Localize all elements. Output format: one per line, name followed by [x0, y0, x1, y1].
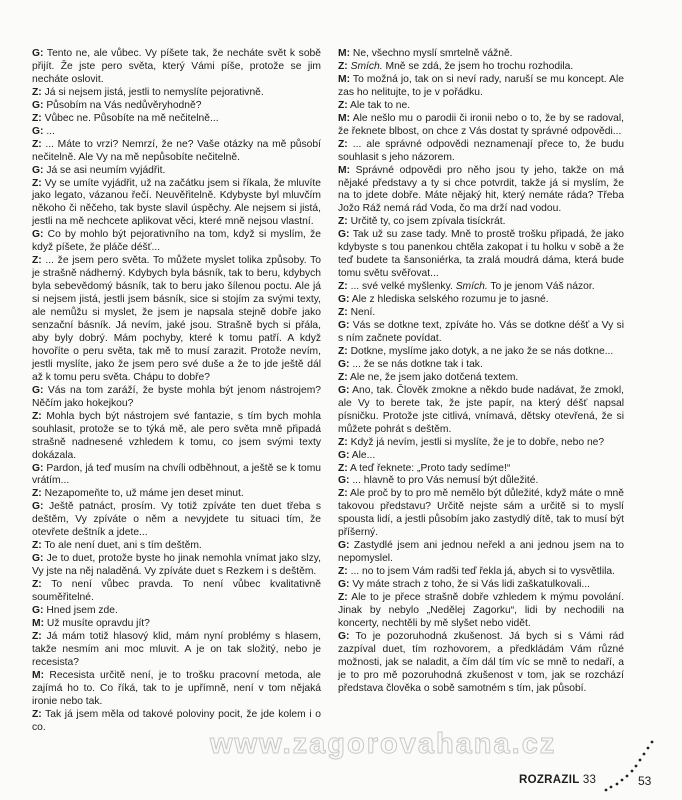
- dialogue-text: Když já nevím, jestli si myslíte, že je to dobře, nebo ne?: [347, 436, 605, 448]
- dialogue-paragraph: [338, 631, 624, 696]
- speaker-label: G:: [32, 99, 44, 111]
- dialogue-paragraph: [338, 320, 624, 346]
- dialogue-paragraph: [338, 579, 624, 592]
- watermark: www.zagorovahana.cz: [210, 728, 557, 760]
- speaker-label: Z:: [338, 436, 348, 448]
- dialogue-text: Vy se umíte vyjádřit, už na začátku jsem si říkala, že mluvíte jako legato, vázanou řečí. Neuvěřitelně. Kdybyste byl mluvčím někoho či něčeho, tak byste slavil úspěchy. Ale nejsem si jistá, jestli na mě nechcete aplikovat věci, které mně nejsou vlastní.: [32, 177, 321, 228]
- dialogue-text: Ale nešlo mu o parodii či ironii nebo o to, že by se radoval, že řeknete blbost, on chce z Vás dostat ty správné odpovědi...: [338, 112, 624, 137]
- dialogue-text: Ale proč by to pro mě nemělo být důležité, když máte o mně takovou představu? Určitě nejste sám a určitě si to myslí spousta lidí, a jestli působím jako zastydlý dítě, tak to musí být příšerný.: [338, 488, 624, 539]
- dialogue-text: Je to duet, protože byste ho jinak nemohla vnímat jako slzy, Vy jste na něj naladěná. Vy zpíváte duet s Rezkem i s deštěm.: [32, 553, 321, 578]
- dialogue-text: Vůbec ne. Působíte na mě nečitelně...: [41, 112, 219, 124]
- speaker-label: G:: [338, 540, 350, 552]
- dialogue-text: Ale to je přece strašně dobře vzhledem k mýmu povolání. Jinak by nebylo „Nedělej Zagorku“, lidi by nechodili na koncerty, nechtěli by mě slyšet nebo vidět.: [338, 592, 624, 629]
- speaker-label: G:: [32, 229, 44, 241]
- speaker-label: G:: [338, 294, 350, 306]
- speaker-label: G:: [338, 579, 350, 591]
- speaker-label: Z:: [338, 281, 348, 293]
- speaker-label: G:: [32, 164, 44, 176]
- dialogue-paragraph: [338, 100, 624, 113]
- dialogue-paragraph: [338, 592, 624, 631]
- speaker-label: Z:: [338, 488, 348, 500]
- dialogue-text: Ne, všechno myslí smrtelně vážně.: [350, 48, 513, 59]
- speaker-label: G:: [338, 475, 350, 487]
- speaker-label: M:: [32, 669, 45, 681]
- dialogue-paragraph: [338, 216, 624, 229]
- dialogue-text: Správné odpovědi pro něho jsou ty jeho, takže on má nějaké představy a ty si chce potvrdit, takže já si myslím, že na to jdete dobře. Máte nějaký hit, který nemáte ráda? Třeba Jožo Ráž nemá rád Voda, čo ma drží nad vodou.: [338, 164, 624, 215]
- speaker-label: M:: [338, 73, 351, 85]
- dialogue-paragraph: [338, 74, 624, 100]
- dialogue-text: Vy máte strach z toho, že si Vás lidi zaškatulkovali...: [349, 579, 591, 591]
- page-footer: [0, 774, 682, 794]
- dialogue-paragraph: [32, 48, 321, 87]
- dialogue-paragraph: [32, 618, 321, 631]
- dialogue-paragraph: [338, 139, 624, 165]
- speaker-label: G:: [32, 125, 44, 137]
- dialogue-text: Ale tak to ne.: [347, 99, 411, 111]
- dialogue-text: Určitě ty, co jsem zpívala tisíckrát.: [347, 216, 506, 228]
- dialogue-paragraph: [338, 540, 624, 566]
- speaker-label: Z:: [338, 307, 348, 319]
- speaker-label: Z:: [32, 177, 42, 189]
- dialogue-text: To možná jo, tak on si neví rady, naruší se mu koncept. Ale zas ho nelitujte, to je v pořádku.: [338, 73, 624, 98]
- speaker-label: G:: [338, 449, 350, 461]
- speaker-label: Z:: [32, 540, 42, 552]
- issue-number: 33: [582, 774, 597, 786]
- speaker-label: Z:: [32, 86, 42, 98]
- dialogue-paragraph: [338, 488, 624, 540]
- speaker-label: M:: [338, 112, 351, 124]
- speaker-label: Z:: [32, 708, 42, 720]
- text-column-left: [32, 48, 321, 735]
- dialogue-text: Ano, tak. Člověk zmokne a někdo bude nadávat, že zmokl, ale Vy to berete tak, že jste papír, na který déšť napsal písničku. Protože jste citlivá, vnímavá, dětsky otevřená, že si můžete pohrát s deštěm.: [338, 384, 624, 435]
- dialogue-text: Smích. Mně se zdá, že jsem ho trochu rozhodila.: [350, 60, 574, 72]
- dialogue-text: Ještě patnáct, prosím. Vy totiž zpíváte ten duet třeba s deštěm, Vy zpíváte o něm a nevyjdete tu situaci tím, že otevřete deštník a jdete...: [32, 501, 321, 539]
- speaker-label: G:: [32, 604, 44, 616]
- text-column-right: [338, 48, 624, 696]
- speaker-label: G:: [338, 358, 350, 370]
- dialogue-text: Nezapomeňte to, už máme jen deset minut.: [41, 488, 244, 500]
- dialogue-paragraph: [338, 165, 624, 217]
- speaker-label: G:: [338, 320, 350, 332]
- dialogue-paragraph: [338, 281, 624, 294]
- dialogue-text: Není.: [347, 307, 376, 319]
- speaker-label: M:: [338, 164, 351, 176]
- speaker-label: G:: [32, 48, 44, 59]
- speaker-label: Z:: [32, 630, 42, 642]
- dialogue-paragraph: [32, 670, 321, 709]
- speaker-label: Z:: [338, 462, 348, 474]
- dialogue-text: Hned jsem zde.: [43, 604, 118, 616]
- dialogue-paragraph: [338, 475, 624, 488]
- dialogue-paragraph: [32, 605, 321, 618]
- speaker-label: M:: [32, 617, 45, 629]
- speaker-label: Z:: [338, 592, 348, 604]
- dialogue-paragraph: [338, 372, 624, 385]
- dialogue-text: ... no to jsem Vám radši teď řekla já, abych si to vysvětlila.: [347, 566, 616, 578]
- speaker-label: Z:: [338, 371, 348, 383]
- dialogue-paragraph: [338, 385, 624, 437]
- speaker-label: Z:: [338, 216, 348, 228]
- dialogue-paragraph: [338, 61, 624, 74]
- speaker-label: G:: [338, 384, 350, 396]
- dialogue-text: ... Máte to vrzi? Nemrzí, že ne? Vaše otázky na mě působí nečitelně. Ale Vy na mě nepůsobíte nečitelně.: [32, 138, 321, 163]
- dialogue-paragraph: [32, 411, 321, 463]
- speaker-label: G:: [32, 462, 44, 474]
- dialogue-paragraph: [32, 113, 321, 126]
- dialogue-paragraph: [32, 165, 321, 178]
- dialogue-paragraph: [32, 178, 321, 230]
- dialogue-text: To není vůbec pravda. To není vůbec kvalitativně souměřitelné.: [32, 579, 321, 604]
- dialogue-paragraph: [32, 100, 321, 113]
- dialogue-paragraph: [32, 540, 321, 553]
- speaker-label: Z:: [32, 410, 42, 422]
- dialogue-paragraph: [338, 566, 624, 579]
- dialogue-text: Tak já jsem měla od takové poloviny pocit, že jde kolem i o co.: [32, 708, 321, 733]
- dialogue-text: Ale ne, že jsem jako dotčená textem.: [347, 371, 519, 383]
- stage-direction: Smích.: [350, 60, 383, 72]
- dialogue-text: Já mám totiž hlasový klid, mám nyní problémy s hlasem, takže nesmím ani moc mluvit. A je on tak složitý, nebo je recesista?: [32, 630, 321, 668]
- speaker-label: Z:: [338, 60, 348, 72]
- dialogue-text: Pardon, já teď musím na chvíli odběhnout, a ještě se k tomu vrátím...: [32, 462, 321, 487]
- dialogue-text: Mohla bych být nástrojem své fantazie, s tím bych mohla souhlasit, protože se to týká mě, ale pero světa mně připadá strašně nadnesené vzhledem k tomu, co jsem svými texty dokázala.: [32, 410, 321, 461]
- page-number: 53: [638, 774, 652, 788]
- dialogue-text: Působím na Vás nedůvěryhodně?: [43, 99, 202, 111]
- dialogue-text: Recesista určitě není, je to trošku pracovní metoda, ale zajímá ho to. Co říká, tak to je upřímně, není v tom nějaká ironie nebo tak.: [32, 669, 321, 707]
- stage-direction: Smích.: [455, 281, 488, 293]
- dialogue-paragraph: [338, 450, 624, 463]
- dialogue-text: Já si nejsem jistá, jestli to nemyslíte pejorativně.: [41, 86, 264, 98]
- speaker-label: G:: [338, 229, 350, 241]
- dialogue-paragraph: [338, 463, 624, 476]
- dialogue-paragraph: [338, 346, 624, 359]
- dialogue-text: Vás na tom zaráží, že byste mohla být jenom nástrojem? Něčím jako hokejkou?: [32, 384, 321, 409]
- dialogue-text: Dotkne, myslíme jako dotyk, a ne jako že se nás dotkne...: [347, 345, 614, 357]
- speaker-label: M:: [338, 48, 351, 59]
- dialogue-paragraph: [32, 229, 321, 255]
- dialogue-text: Co by mohlo být pejorativního na tom, když si myslím, že když píšete, že pláče déšť...: [32, 229, 321, 254]
- dialogue-text: To je pozoruhodná zkušenost. Já bych si s Vámi rád zazpíval duet, tím rozhovorem, a předkládám Vám různé možnosti, jak se naladit, a čím dál tím víc se mně to nedaří, a je to pro mě pozoruhodná zkušenost v tom, jak se rozchází představa člověka o sobě samotném s tím, jak působí.: [338, 630, 624, 694]
- dialogue-text: ... ale správné odpovědi neznamenají přece to, že budu souhlasit s jeho názorem.: [338, 138, 624, 163]
- dialogue-text: Tak už su zase tady. Mně to prostě trošku připadá, že jako kdybyste s tou panenkou chtěla zakopat i tu holku v sobě a že teď budete ta šansoniérka, ta zralá moudrá dáma, která bude tomu světu svěřovat...: [338, 229, 624, 280]
- speaker-label: G:: [32, 501, 44, 513]
- dialogue-text: To ale není duet, ani s tím deštěm.: [41, 540, 202, 552]
- speaker-label: Z:: [338, 99, 348, 111]
- speaker-label: Z:: [32, 255, 42, 267]
- dialogue-paragraph: [338, 437, 624, 450]
- dialogue-paragraph: [338, 48, 624, 61]
- dialogue-text: Ale...: [349, 449, 376, 461]
- speaker-label: G:: [32, 553, 44, 565]
- dialogue-paragraph: [32, 463, 321, 489]
- dialogue-text: Už musíte opravdu jít?: [44, 617, 150, 629]
- dialogue-paragraph: [32, 139, 321, 165]
- dialogue-text: Zastydlé jsem ani jednou neřekl a ani jednou jsem na to nepomyslel.: [338, 540, 624, 565]
- dialogue-paragraph: [32, 488, 321, 501]
- magazine-name: ROZRAZIL 33: [519, 774, 597, 786]
- dialogue-paragraph: [32, 501, 321, 540]
- speaker-label: Z:: [338, 345, 348, 357]
- dialogue-text: Já se asi neumím vyjádřit.: [43, 164, 166, 176]
- dialogue-text: ... že jsem pero světa. To můžete myslet tolika způsoby. To je strašně nádherný. Kdybych byla básník, tak to beru, kdybych byla sebevědomý básník, tak to beru jako šílenou poctu. Ale já si nejsem jistá, jestli jsem básník, sice si stojím za svými texty, ale nemůžu si myslet, že jsem je napsala stejně dobře jako senzační básník. Já nevím, jaké jsou. Strašně bych si přála, aby byly dobrý. Mám pochyby, které k tomu patří. A když hovoříte o peru světa, tak mě to musí zarazit. Protože nevím, jestli myslíte, jako že jsem pero své duše a že to jde ještě dál až k tomu peru světa. Chápu to dobře?: [32, 255, 321, 383]
- dialogue-paragraph: [32, 385, 321, 411]
- dialogue-text: Vás se dotkne text, zpíváte ho. Vás se dotkne déšť a Vy si s ním začnete povídat.: [338, 320, 624, 344]
- dialogue-paragraph: [32, 255, 321, 385]
- dialogue-paragraph: [32, 126, 321, 139]
- speaker-label: Z:: [32, 112, 42, 124]
- dialogue-paragraph: [32, 553, 321, 579]
- dialogue-text: ...: [43, 125, 55, 137]
- dialogue-text: ... své velké myšlenky. Smích. To je jenom Váš názor.: [347, 281, 595, 293]
- dialogue-text: Ale z hlediska selského rozumu je to jasné.: [349, 294, 549, 306]
- dialogue-paragraph: [32, 631, 321, 670]
- dialogue-paragraph: [32, 579, 321, 605]
- dialogue-paragraph: [338, 113, 624, 139]
- dialogue-text: ... že se nás dotkne tak i tak.: [349, 358, 483, 370]
- dialogue-paragraph: [338, 307, 624, 320]
- dialogue-paragraph: [338, 359, 624, 372]
- speaker-label: Z:: [338, 566, 348, 578]
- speaker-label: Z:: [32, 138, 42, 150]
- speaker-label: Z:: [338, 138, 348, 150]
- dialogue-text: A teď řeknete: „Proto tady sedíme!“: [347, 462, 511, 474]
- dialogue-paragraph: [338, 294, 624, 307]
- speaker-label: G:: [338, 630, 350, 642]
- dialogue-paragraph: [338, 229, 624, 281]
- speaker-label: Z:: [32, 579, 42, 591]
- speaker-label: G:: [32, 384, 44, 396]
- speaker-label: Z:: [32, 488, 42, 500]
- dialogue-text: Tento ne, ale vůbec. Vy píšete tak, že necháte svět k sobě přijít. Že jste pero světa, který Vámi píše, protože se jim necháte oslovit.: [32, 48, 321, 85]
- dialogue-text: ... hlavně to pro Vás nemusí být důležité.: [349, 475, 539, 487]
- dialogue-paragraph: [32, 87, 321, 100]
